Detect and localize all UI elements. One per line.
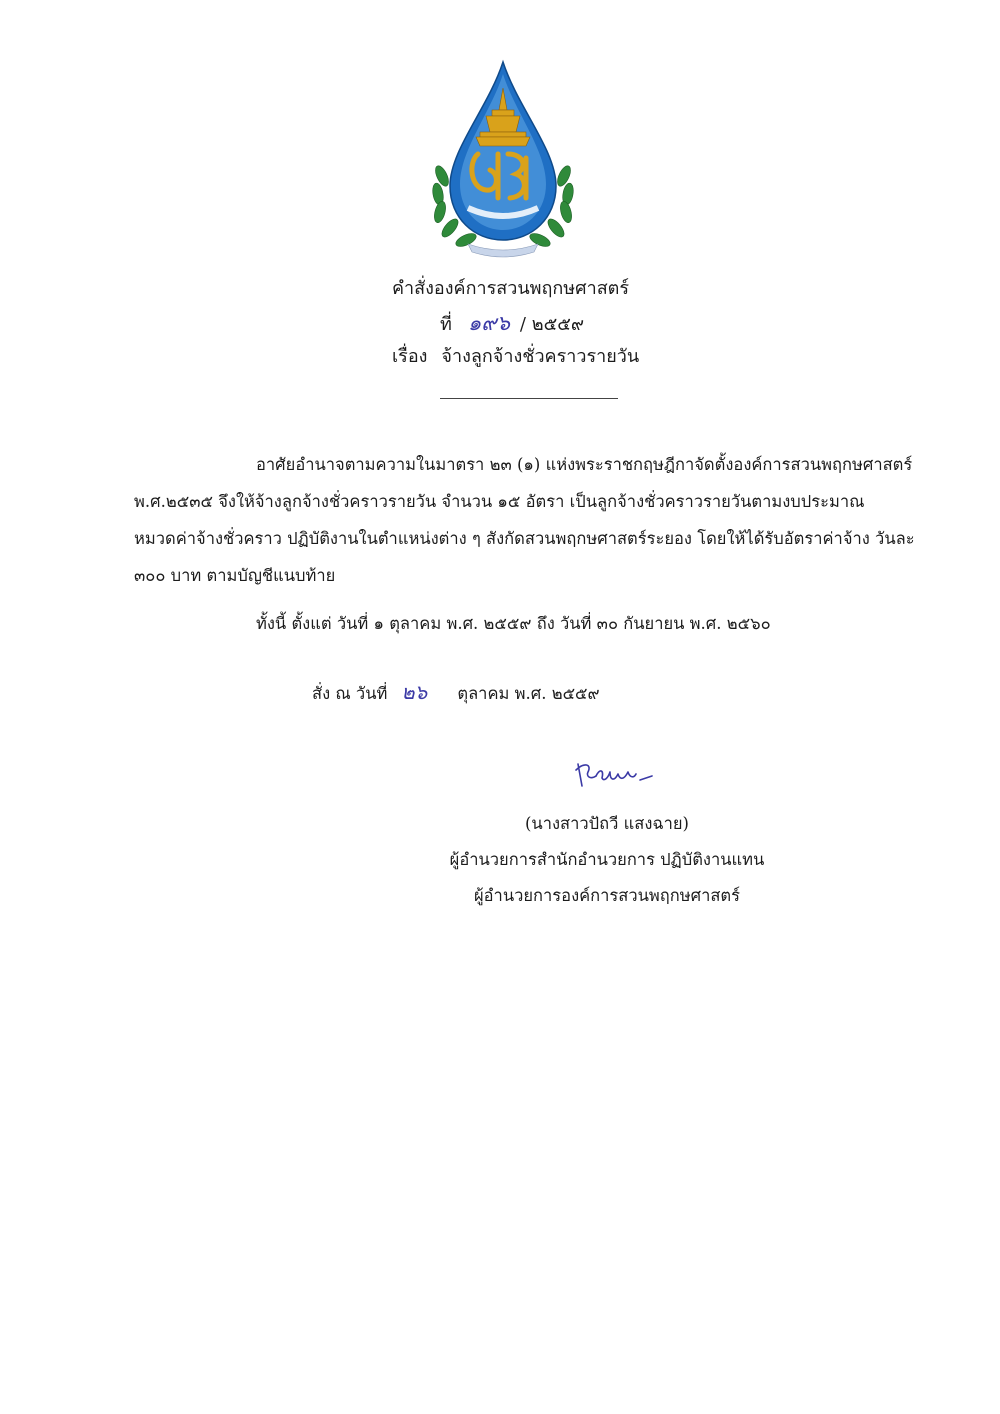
header-divider <box>440 398 618 399</box>
signer-name: (นางสาวปัถวี แสงฉาย) <box>525 814 689 833</box>
botanical-garden-emblem-icon <box>428 58 578 258</box>
signer-block <box>372 806 842 914</box>
order-date-day-handwritten: ๒๖ <box>401 680 428 704</box>
order-number-row <box>392 306 812 340</box>
order-date <box>312 676 600 708</box>
subject-text: จ้างลูกจ้างชั่วคราวรายวัน <box>441 346 640 367</box>
body-line: อาศัยอำนาจตามความในมาตรา ๒๓ (๑) แห่งพระราชกฤษฎีกาจัดตั้งองค์การสวนพฤกษศาสตร์ <box>256 455 913 474</box>
body-line: ๓๐๐ บาท ตามบัญชีแนบท้าย <box>134 566 336 585</box>
order-number-handwritten: ๑๙๖ <box>467 311 510 335</box>
order-subject-row <box>392 340 812 374</box>
order-number-year: / ๒๕๕๙ <box>519 314 585 335</box>
order-header <box>392 272 812 374</box>
signer-position-1: ผู้อำนวยการสำนักอำนวยการ ปฏิบัติงานแทน <box>449 850 765 869</box>
order-date-prefix: สั่ง ณ วันที่ <box>312 684 388 703</box>
order-date-suffix: ตุลาคม พ.ศ. ๒๕๕๙ <box>457 684 600 703</box>
subject-label: เรื่อง <box>392 346 428 367</box>
body-line: หมวดค่าจ้างชั่วคราว ปฏิบัติงานในตำแหน่งต่าง ๆ สังกัดสวนพฤกษศาสตร์ระยอง โดยให้ได้รับอัตราค่าจ้าง วันละ <box>134 529 915 548</box>
handwritten-signature-icon <box>574 756 664 792</box>
signer-position-2: ผู้อำนวยการองค์การสวนพฤกษศาสตร์ <box>473 886 741 905</box>
order-title-row <box>392 272 812 306</box>
body-line: พ.ศ.๒๕๓๕ จึงให้จ้างลูกจ้างชั่วคราวรายวัน จำนวน ๑๕ อัตรา เป็นลูกจ้างชั่วคราวรายวันตามงบประมาณ <box>134 492 865 511</box>
effective-period: ทั้งนี้ ตั้งแต่ วันที่ ๑ ตุลาคม พ.ศ. ๒๕๕๙ ถึง วันที่ ๓๐ กันยายน พ.ศ. ๒๕๖๐ <box>256 614 771 633</box>
order-title: คำสั่งองค์การสวนพฤกษศาสตร์ <box>392 278 630 299</box>
order-number-label: ที่ <box>440 314 452 335</box>
order-body <box>134 446 924 594</box>
